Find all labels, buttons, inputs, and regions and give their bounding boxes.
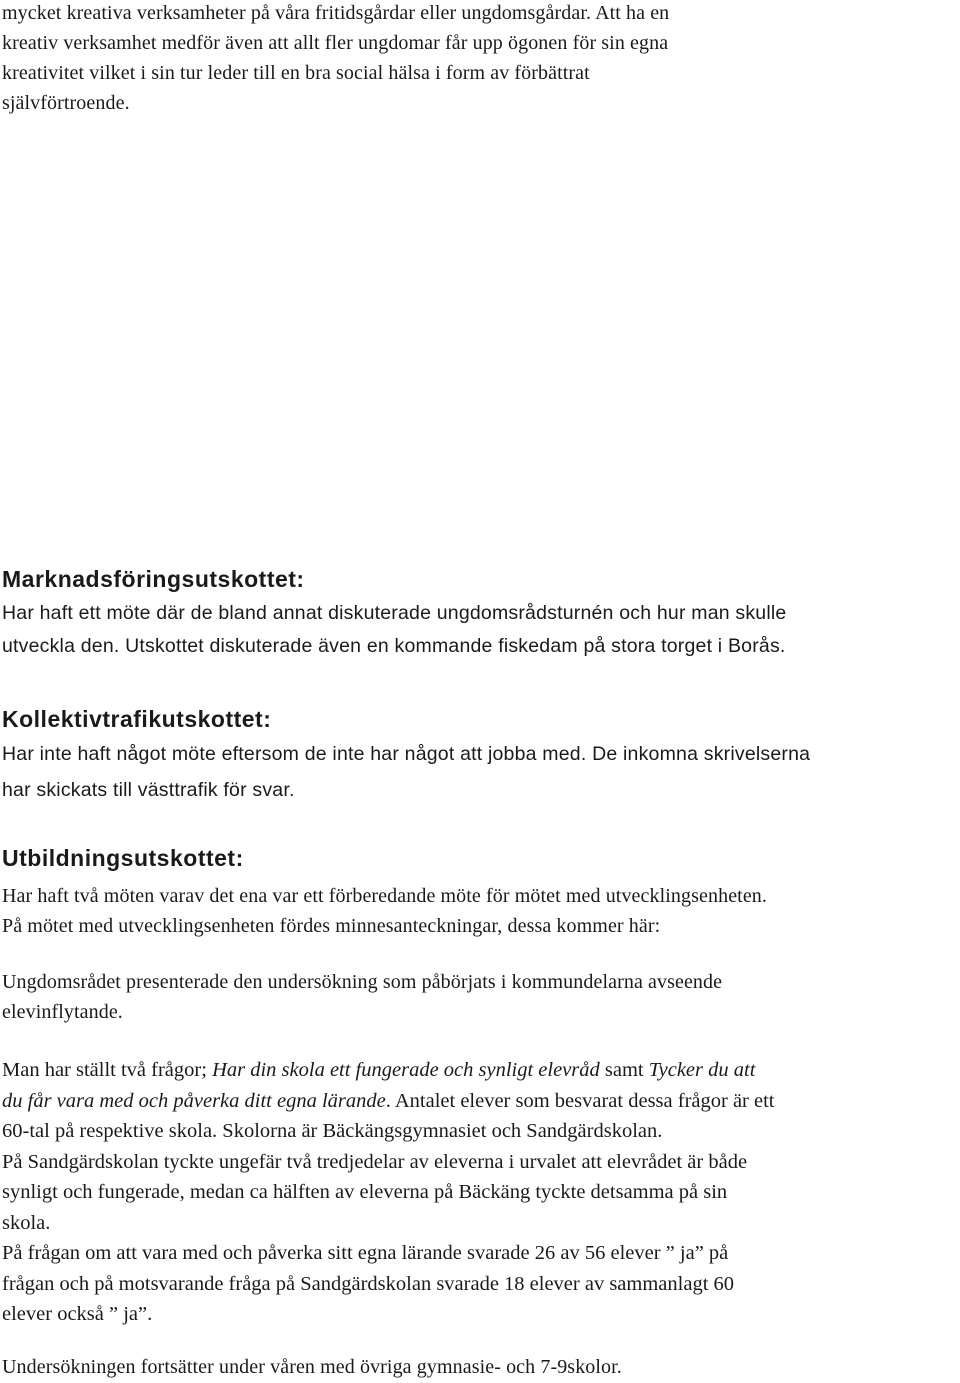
question-one: Har din skola ett fungerade och synligt elevråd (212, 1059, 600, 1081)
intro-line: mycket kreativa verksamheter på våra fritidsgårdar eller ungdomsgårdar. Att ha en (2, 2, 670, 24)
utbildning-line: Har haft två möten varav det ena var ett förberedande möte för mötet med utvecklingsenheten. (2, 885, 767, 907)
questions-line: elever också ” ja”. (2, 1303, 153, 1325)
marknad-line: utveckla den. Utskottet diskuterade även en kommande fiskedam på stora torget i Borås. (2, 635, 786, 657)
paragraph-continuation (2, 1352, 960, 1382)
questions-line: På frågan om att vara med och påverka sitt egna lärande svarade 26 av 56 elever ” ja” på (2, 1242, 729, 1264)
survey-line: elevinflytande. (2, 1001, 123, 1023)
kollektiv-heading: Kollektivtrafikutskottet: (2, 706, 272, 732)
kollektiv-line: har skickats till västtrafik för svar. (2, 778, 295, 801)
utbildning-heading: Utbildningsutskottet: (2, 845, 244, 871)
kollektiv-text (2, 737, 960, 808)
questions-line (2, 1086, 960, 1117)
text-run: samt (599, 1059, 649, 1081)
utbildning-text (2, 881, 960, 941)
marknad-text (2, 597, 960, 663)
marknad-heading: Marknadsföringsutskottet: (2, 566, 305, 592)
intro-line: kreativ verksamhet medför även att allt fler ungdomar får upp ögonen för sin egna (2, 32, 669, 54)
question-two-end: du får vara med och påverka ditt egna lärande (2, 1089, 386, 1112)
paragraph-survey (2, 967, 960, 1027)
kollektiv-body (2, 737, 960, 808)
marknad-line: Har haft ett möte där de bland annat diskuterade ungdomsrådsturnén och hur man skulle (2, 602, 787, 624)
question-two-start: Tycker du att (648, 1059, 756, 1081)
text-run: Man har ställt två frågor; (2, 1059, 213, 1081)
questions-line: skola. (2, 1211, 51, 1234)
utbildning-body (2, 881, 960, 941)
survey-text (2, 967, 960, 1027)
marknad-section (2, 564, 960, 594)
paragraph-questions (2, 1055, 960, 1330)
questions-line: 60-tal på respektive skola. Skolorna är Bäckängsgymnasiet och Sandgärdskolan. (2, 1120, 663, 1142)
marknad-body (2, 597, 960, 663)
questions-line (2, 1055, 960, 1086)
questions-line: På Sandgärdskolan tyckte ungefär två tredjedelar av eleverna i urvalet att elevrådet är både (2, 1150, 748, 1173)
intro-line: kreativitet vilket i sin tur leder till en bra social hälsa i form av förbättrat (2, 62, 590, 84)
questions-line: synligt och fungerade, medan ca hälften av eleverna på Bäckäng tyckte detsamma på sin (2, 1181, 728, 1203)
text-run: . Antalet elever som besvarat dessa frågor är ett (385, 1089, 775, 1112)
continuation-text: Undersökningen fortsätter under våren med övriga gymnasie- och 7-9skolor. (2, 1356, 622, 1378)
utbildning-section (2, 843, 960, 873)
intro-line: självförtroende. (2, 92, 130, 114)
questions-text (2, 1055, 960, 1330)
questions-line: frågan och på motsvarande fråga på Sandgärdskolan svarade 18 elever av sammanlagt 60 (2, 1272, 735, 1295)
kollektiv-line: Har inte haft något möte eftersom de inte har något att jobba med. De inkomna skrivelserna (2, 743, 811, 765)
kollektiv-section (2, 704, 960, 734)
utbildning-line: På mötet med utvecklingsenheten fördes minnesanteckningar, dessa kommer här: (2, 915, 661, 937)
intro-paragraph (2, 0, 960, 118)
intro-text (2, 0, 960, 118)
survey-line: Ungdomsrådet presenterade den undersökning som påbörjats i kommundelarna avseende (2, 971, 723, 993)
